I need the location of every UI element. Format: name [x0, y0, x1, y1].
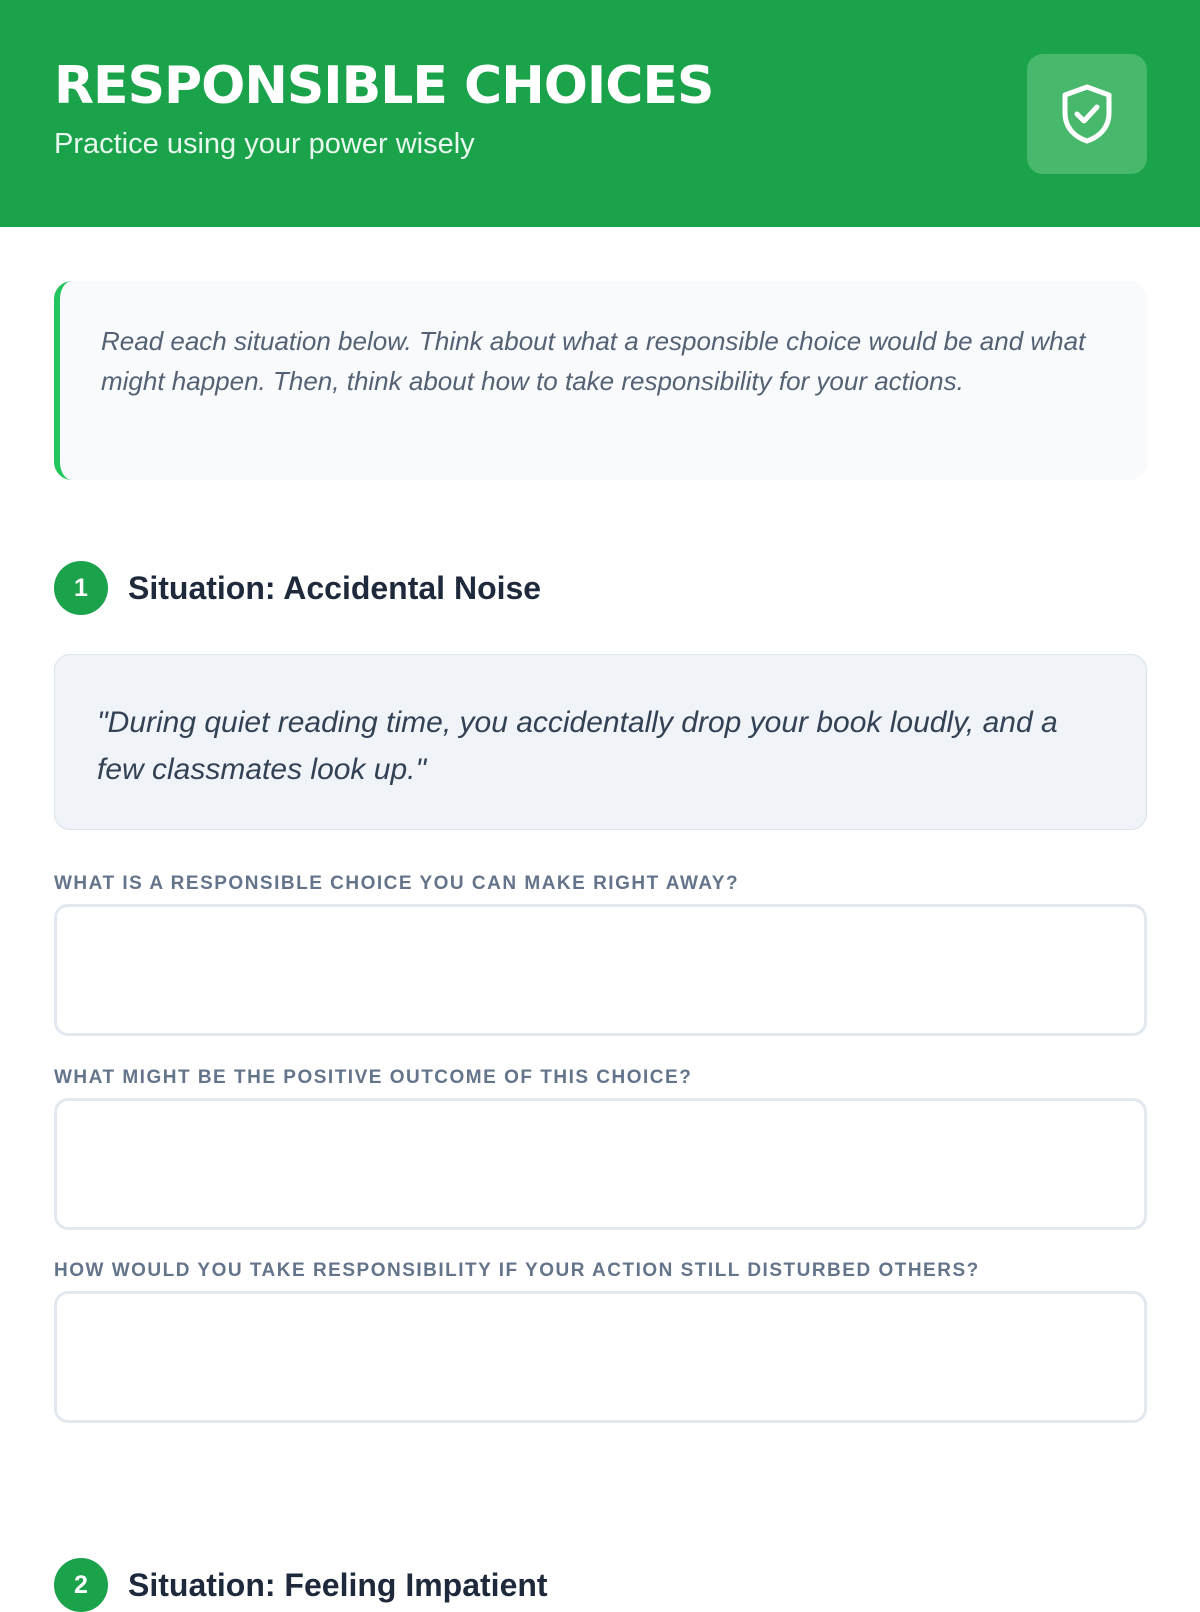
shield-badge — [1027, 54, 1147, 174]
question-label: WHAT IS A RESPONSIBLE CHOICE YOU CAN MAKE RIGHT AWAY? — [54, 873, 740, 894]
page-subtitle: Practice using your power wisely — [54, 128, 475, 160]
situation-title: Situation: Accidental Noise — [128, 569, 542, 606]
situation-scenario: "During quiet reading time, you accidentally drop your book loudly, and a few classmates look up." — [54, 654, 1147, 830]
question-label: WHAT MIGHT BE THE POSITIVE OUTCOME OF THIS CHOICE? — [54, 1067, 693, 1088]
situation-number-badge: 2 — [54, 1558, 108, 1612]
shield-check-icon — [1059, 83, 1115, 145]
question-label: HOW WOULD YOU TAKE RESPONSIBILITY IF YOUR ACTION STILL DISTURBED OTHERS? — [54, 1260, 980, 1281]
page-header — [0, 0, 1200, 227]
situation-title: Situation: Feeling Impatient — [128, 1566, 548, 1603]
page-title: RESPONSIBLE CHOICES — [54, 56, 714, 116]
situation-number-badge: 1 — [54, 561, 108, 615]
answer-field-take-responsibility[interactable] — [54, 1291, 1147, 1423]
answer-field-responsible-choice[interactable] — [54, 904, 1147, 1036]
situation-1-header — [54, 561, 541, 615]
situation-2-header — [54, 1558, 548, 1612]
instructions-box: Read each situation below. Think about what a responsible choice would be and what might happen. Then, think about how to take responsibility for your actions. — [54, 281, 1147, 480]
answer-field-positive-outcome[interactable] — [54, 1098, 1147, 1230]
